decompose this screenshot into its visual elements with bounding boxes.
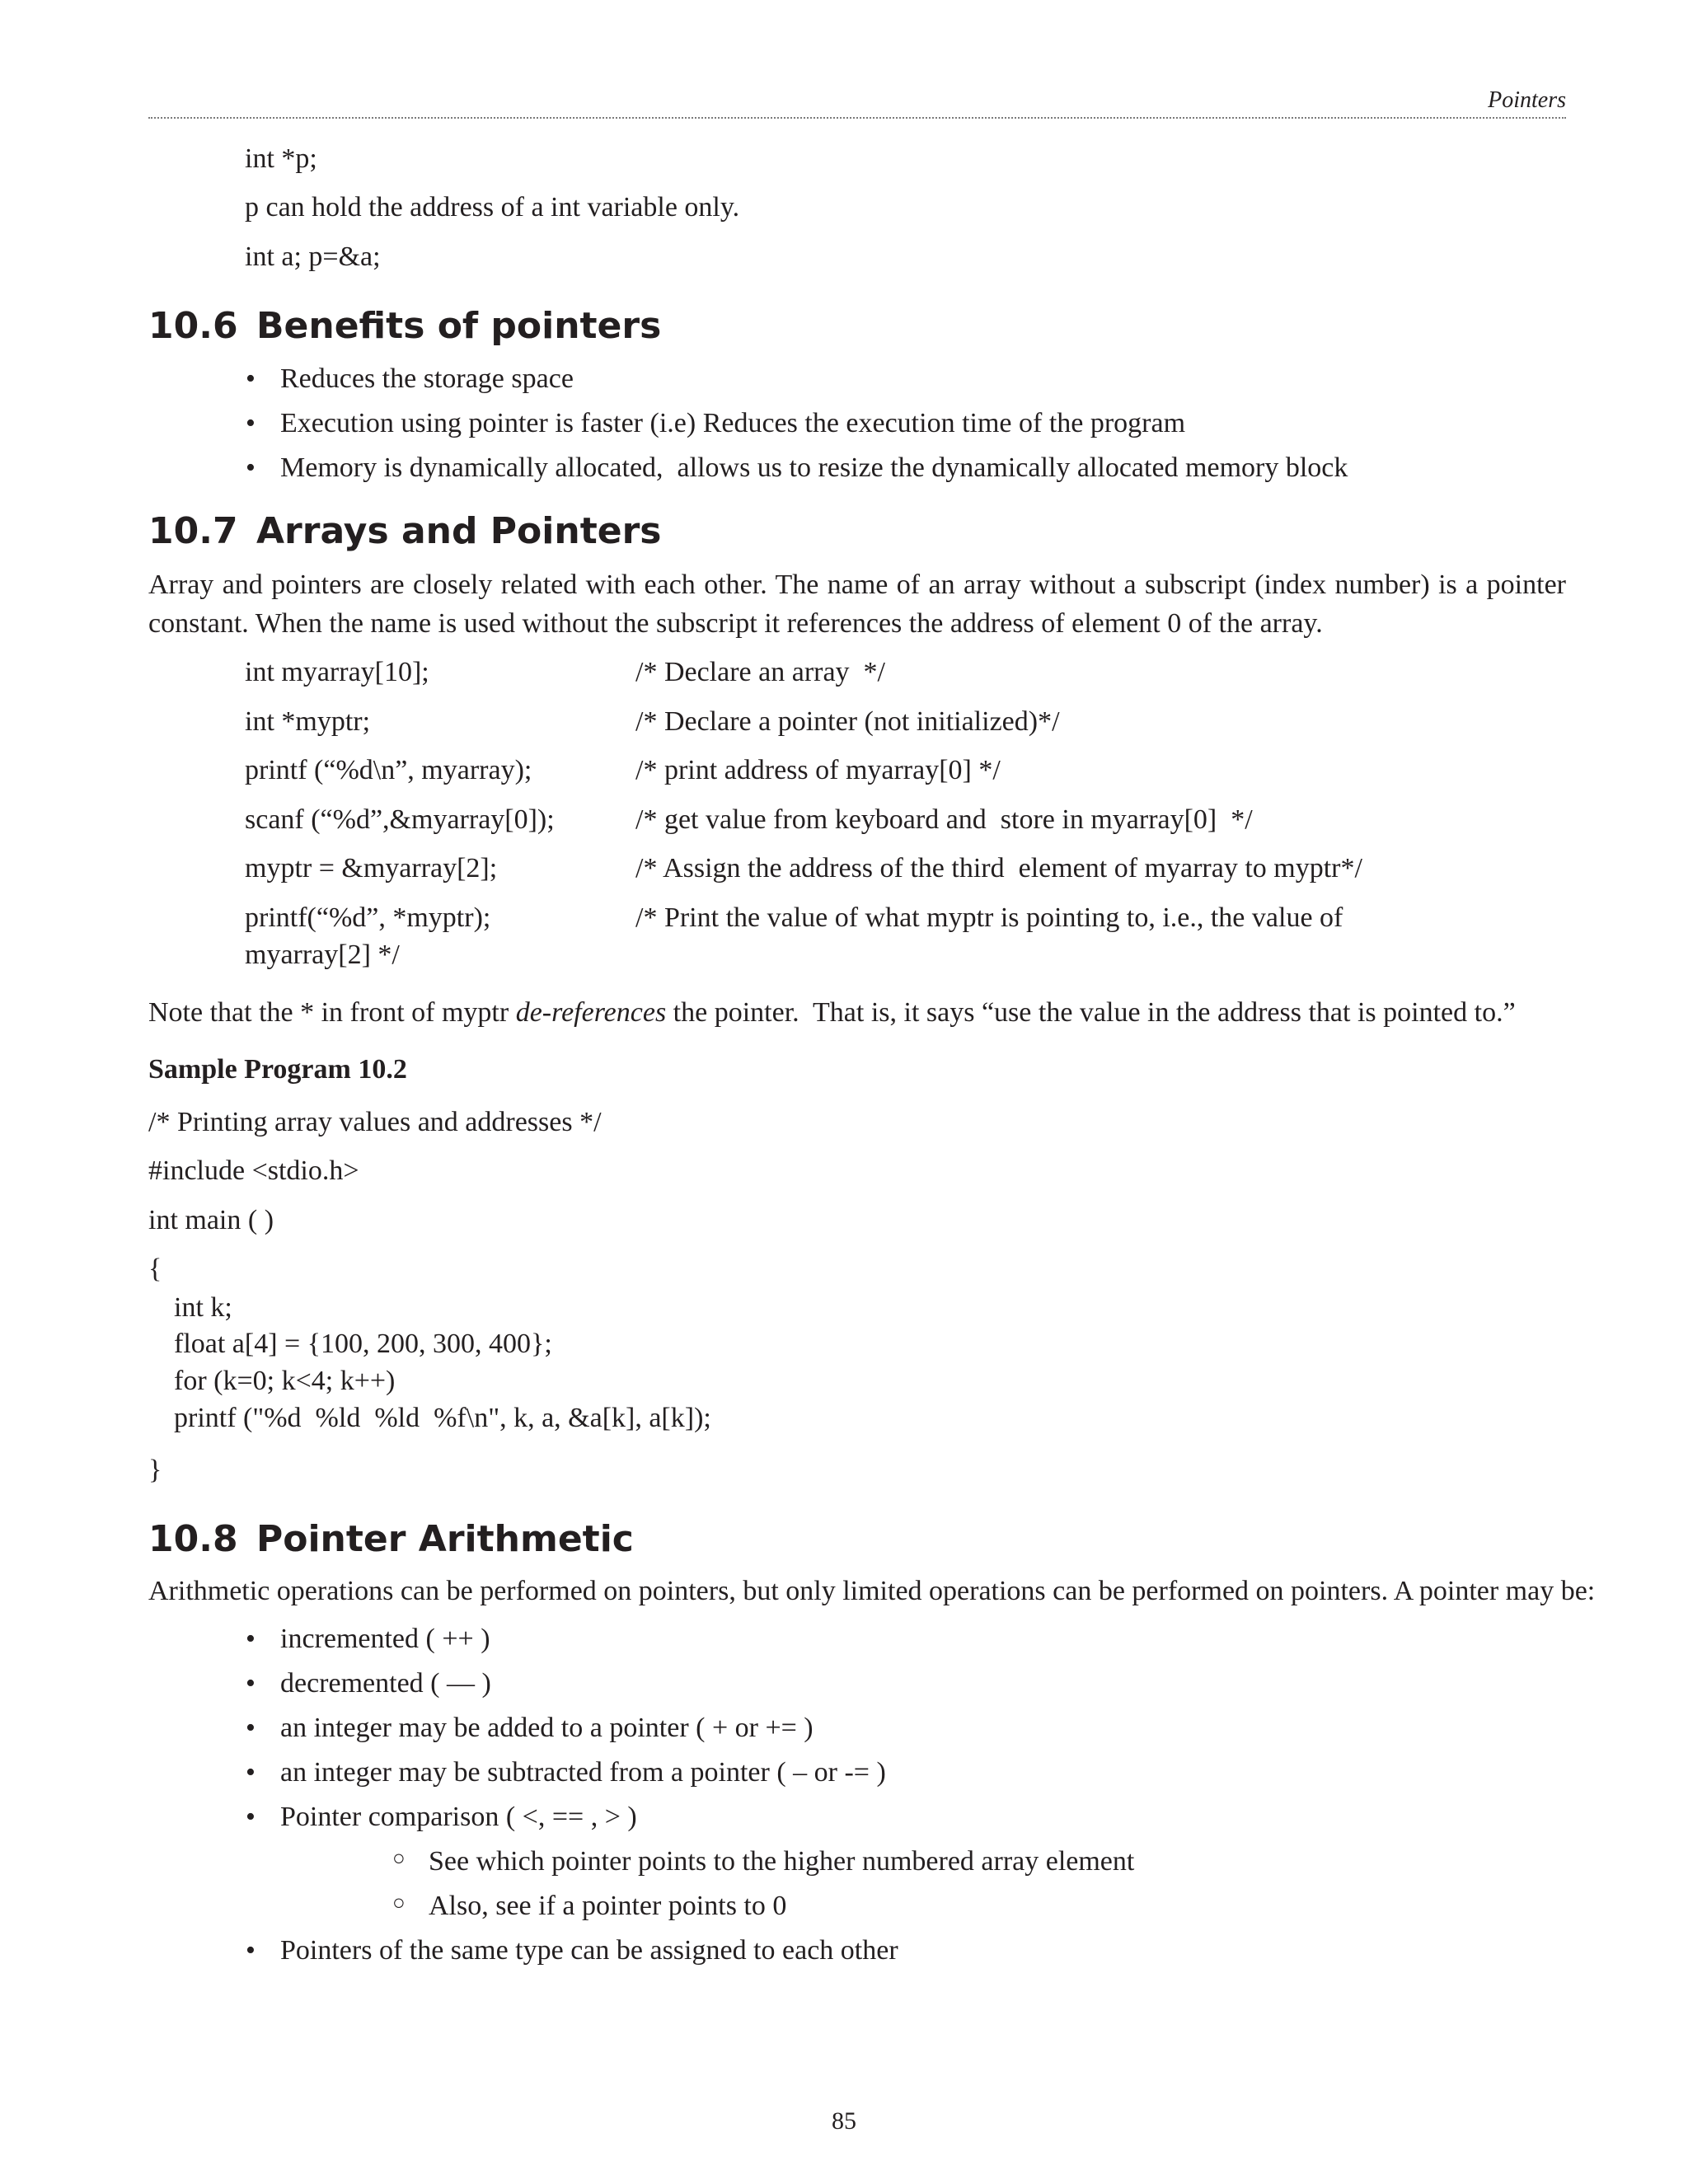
arithmetic-list [246, 1622, 886, 1844]
bullet-icon: • [246, 408, 256, 438]
section-title: Arrays and Pointers [256, 510, 662, 552]
code-comment-continuation: myarray[2] */ [245, 940, 400, 970]
list-item: • Pointers of the same type can be assigned to each other [280, 1933, 898, 1978]
sample-program-label: Sample Program 10.2 [148, 1054, 407, 1085]
benefits-list [246, 362, 1348, 495]
section-number: 10.7 [148, 510, 238, 552]
program-body-line: float a[4] = {100, 200, 300, 400}; [174, 1329, 552, 1359]
list-item: ○ Also, see if a pointer points to 0 [429, 1889, 1134, 1933]
intro-line: p can hold the address of a int variable only. [245, 192, 740, 223]
code-line: printf (“%d\n”, myarray); [245, 755, 532, 785]
program-line: #include <stdio.h> [148, 1155, 359, 1186]
section-number: 10.8 [148, 1518, 238, 1560]
intro-line: int *p; [245, 143, 317, 174]
emphasis: de-references [515, 997, 667, 1028]
section-heading-10-8 [148, 1518, 634, 1561]
program-body-line: for (k=0; k<4; k++) [174, 1366, 396, 1396]
bullet-icon: • [246, 1668, 256, 1699]
page-number: 85 [832, 2107, 856, 2135]
bullet-icon: • [246, 1624, 256, 1654]
program-line: int main ( ) [148, 1205, 274, 1235]
code-comment: /* print address of myarray[0] */ [635, 755, 1001, 785]
code-comment: /* Declare a pointer (not initialized)*/ [635, 706, 1060, 737]
code-line: int *myptr; [245, 706, 371, 737]
list-item: • an integer may be subtracted from a pointer ( – or -= ) [280, 1755, 886, 1800]
section-title: Benefits of pointers [256, 305, 662, 347]
list-item: • Pointer comparison ( <, == , > ) [280, 1800, 886, 1844]
arithmetic-list-end [246, 1933, 898, 1978]
list-item: • incremented ( ++ ) [280, 1622, 886, 1666]
section-heading-10-7 [148, 510, 661, 553]
note-paragraph: Note that the * in front of myptr de-references the pointer. That is, it says “use the value in the address that is pointed to.” [148, 997, 1516, 1028]
section-title: Pointer Arithmetic [256, 1518, 634, 1560]
code-line: int myarray[10]; [245, 657, 429, 687]
code-comment: /* Print the value of what myptr is pointing to, i.e., the value of [635, 902, 1343, 933]
bullet-icon: • [246, 1935, 256, 1966]
section-heading-10-6 [148, 305, 661, 348]
bullet-icon: • [246, 1713, 256, 1743]
bullet-icon: • [246, 1802, 256, 1832]
program-line: { [148, 1254, 162, 1284]
arrays-paragraph: Array and pointers are closely related with each other. The name of an array without a subscript (index number) is a pointer constant. When the name is used without the subscript it references the address of element 0 of the array. [148, 569, 1566, 639]
comparison-sublist [392, 1844, 1135, 1933]
code-line: scanf (“%d”,&myarray[0]); [245, 804, 555, 835]
intro-line: int a; p=&a; [245, 241, 381, 272]
section-number: 10.6 [148, 305, 238, 347]
code-comment: /* Declare an array */ [635, 657, 885, 687]
bullet-icon: • [246, 452, 256, 483]
circle-bullet-icon: ○ [392, 1846, 406, 1870]
code-comment: /* get value from keyboard and store in myarray[0] */ [635, 804, 1253, 835]
list-item: • decremented ( — ) [280, 1666, 886, 1711]
code-line: printf(“%d”, *myptr); [245, 902, 491, 933]
program-body-line: int k; [174, 1292, 232, 1323]
arithmetic-paragraph: Arithmetic operations can be performed on pointers, but only limited operations can be performed on pointers. A pointer may be: [148, 1576, 1596, 1606]
program-line: /* Printing array values and addresses */ [148, 1107, 602, 1137]
list-item: ○ See which pointer points to the higher numbered array element [429, 1844, 1134, 1889]
bullet-icon: • [246, 363, 256, 394]
bullet-icon: • [246, 1757, 256, 1788]
header-rule [148, 117, 1566, 119]
list-item: • Execution using pointer is faster (i.e) Reduces the execution time of the program [280, 406, 1348, 451]
list-item: • Memory is dynamically allocated, allows us to resize the dynamically allocated memory block [280, 451, 1348, 495]
program-line: } [148, 1455, 162, 1485]
list-item: • Reduces the storage space [280, 362, 1348, 406]
circle-bullet-icon: ○ [392, 1891, 406, 1915]
code-line: myptr = &myarray[2]; [245, 853, 498, 883]
program-body-line: printf ("%d %ld %ld %f\n", k, a, &a[k], a[k]); [174, 1403, 711, 1433]
code-comment: /* Assign the address of the third element of myarray to myptr*/ [635, 853, 1362, 883]
list-item: • an integer may be added to a pointer ( + or += ) [280, 1711, 886, 1755]
running-header: Pointers [1488, 87, 1566, 113]
